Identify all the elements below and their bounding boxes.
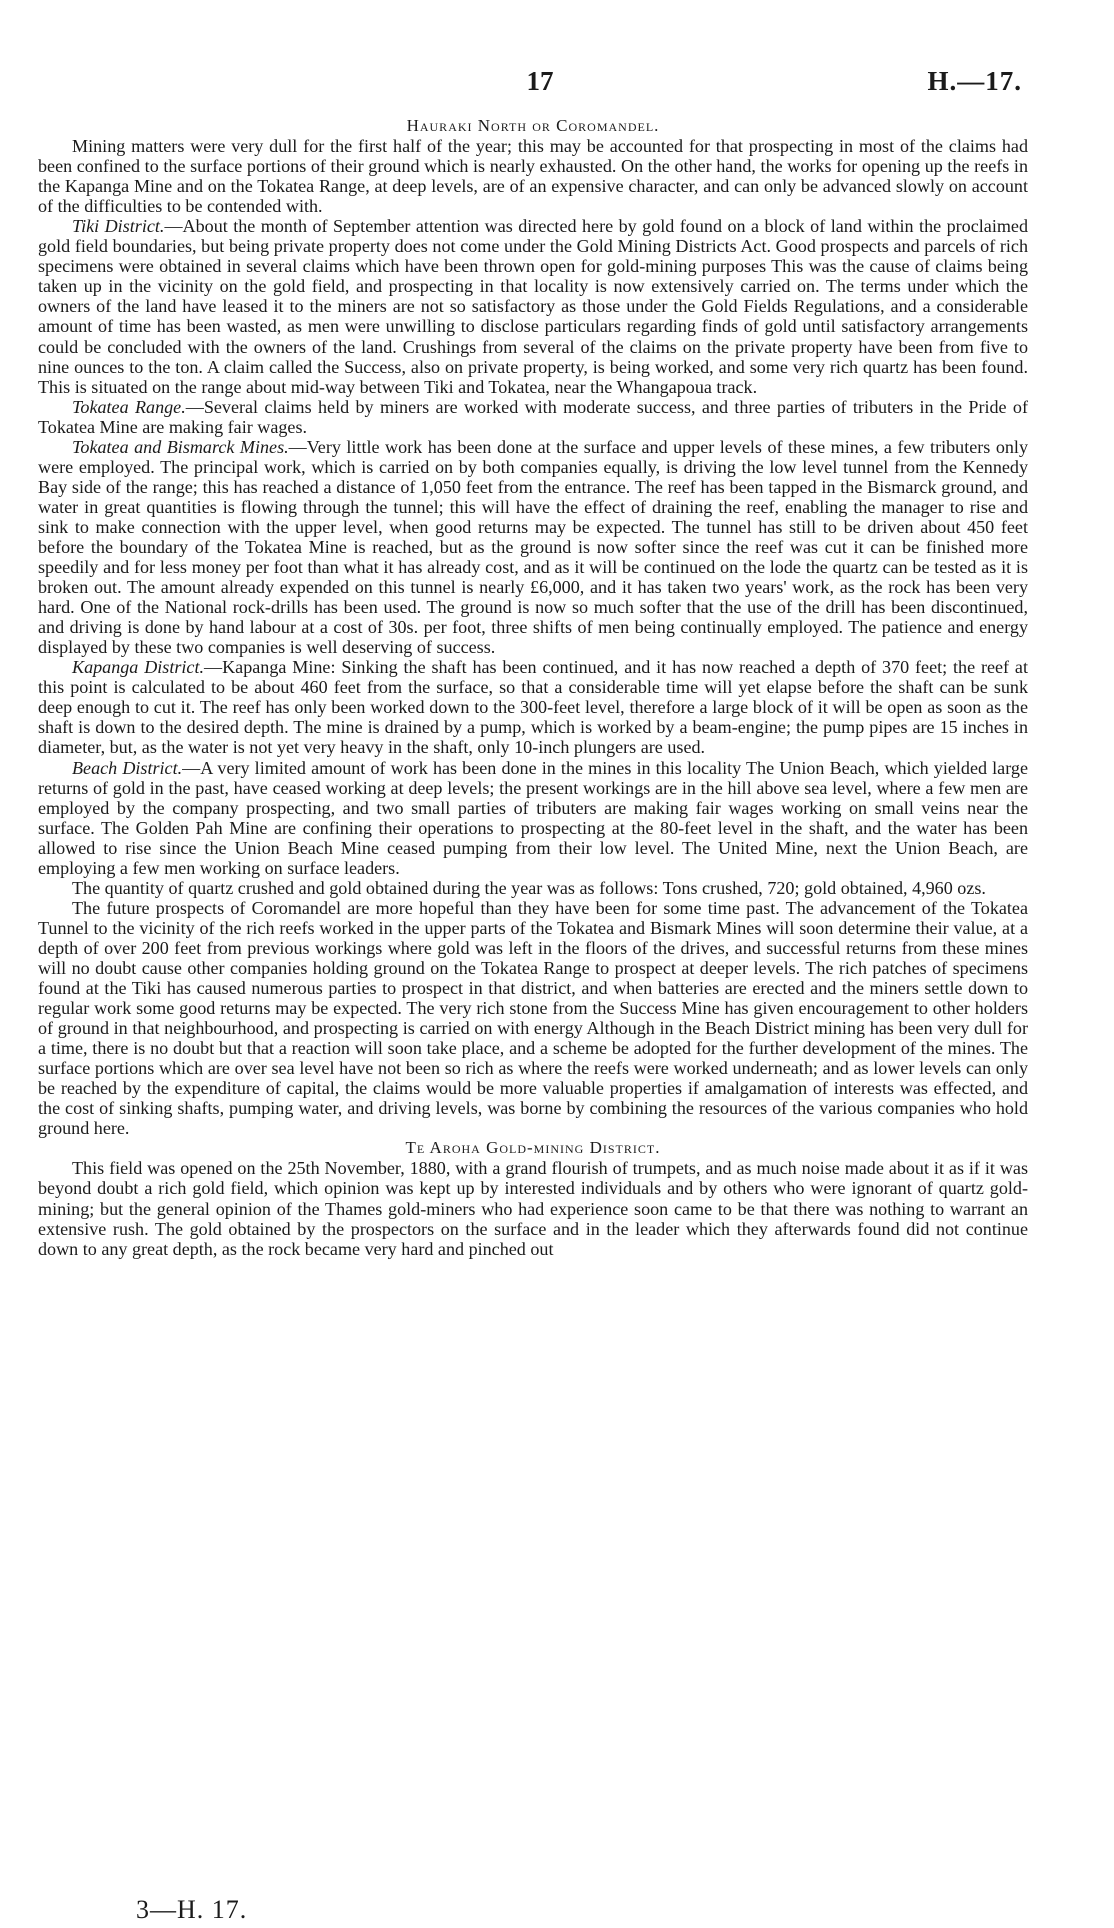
paragraph xyxy=(38,657,1028,757)
paragraph xyxy=(38,878,1028,898)
paragraph xyxy=(38,216,1028,396)
paragraph xyxy=(38,758,1028,878)
paragraph xyxy=(38,898,1028,1139)
paragraph-text: The future prospects of Coromandel are more hopeful than they have been for some time past. The advancement of the Tokatea Tunnel to the vicinity of the rich reefs worked in the upper parts of the Tokatea and Bismark Mines will soon determine their value, at a depth of over 200 feet from previous workings where gold was left in the floors of the drives, and successful returns from these mines will no doubt cause other companies holding ground on the Tokatea Range to prospect at deeper levels. The rich patches of specimens found at the Tiki has caused numerous parties to prospect in that district, and when batteries are erected and the miners settle down to regular work some good returns may be expected. The very rich stone from the Success Mine has given encouragement to other holders of ground in that neighbourhood, and prospecting is carried on with energy Although in the Beach District mining has been very dull for a time, there is no doubt but that a reaction will soon take place, and a scheme be adopted for the further development of the mines. The surface portions which are over sea level have not been so rich as where the reefs were worked underneath; and as lower levels can only be reached by the expenditure of capital, the claims would be more valuable properties if amalgamation of interests was effected, and the cost of sinking shafts, pumping water, and driving levels, was borne by combining the resources of the various companies who hold ground here. xyxy=(38,897,1028,1139)
page-number: 17 xyxy=(526,66,554,96)
paragraph-text: —A very limited amount of work has been done in the mines in this locality The Union Beach, which yielded large returns of gold in the past, have ceased working at deep levels; the present workings are in the hill above sea level, where a few men are employed by the company prospecting, and two small parties of tributers are making fair wages working on small veins near the surface. The Golden Pah Mine are confining their operations to prospecting at the 80-feet level in the shaft, and the water has been allowed to rise since the Union Beach Mine ceased pumping from their low level. The United Mine, next the Union Beach, are employing a few men working on surface leaders. xyxy=(38,757,1028,878)
section-heading-coromandel: Hauraki North or Coromandel. xyxy=(406,116,660,135)
paragraph-subheading: Tokatea Range. xyxy=(72,396,186,417)
paragraph-text: Mining matters were very dull for the first half of the year; this may be accounted for that prospecting in most of the claims had been confined to the surface portions of their ground which is nearly exhausted. On the other hand, the works for opening up the reefs in the Kapanga Mine and on the Tokatea Range, at deep levels, are of an expensive character, and can only be advanced slowly on account of the difficulties to be contended with. xyxy=(38,136,1028,217)
paragraph xyxy=(38,437,1028,658)
paragraph-text: The quantity of quartz crushed and gold obtained during the year was as follows: Tons crushed, 720; gold obtained, 4,960 ozs. xyxy=(72,877,986,898)
paragraph xyxy=(38,136,1028,216)
paragraph xyxy=(38,1158,1028,1258)
signature-mark: 3—H. 17. xyxy=(136,1895,248,1924)
paragraph-subheading: Beach District. xyxy=(72,757,183,778)
paragraph-text: —Very little work has been done at the surface and upper levels of these mines, a few tributers only were employed. The principal work, which is carried on by both companies equally, is driving the low level tunnel from the Kennedy Bay side of the range; this has reached a distance of 1,050 feet from the entrance. The reef has been tapped in the Bismarck ground, and water in great quantities is flowing through the tunnel; this will have the effect of draining the reef, enabling the manager to rise and sink to make connection with the upper level, when good returns may be expected. The tunnel has still to be driven about 450 feet before the boundary of the Tokatea Mine is reached, but as the ground is now softer since the reef was cut it can be finished more speedily and for less money per foot than what it has already cost, and as it will be continued on the lode the quartz can be tested as it is broken out. The amount already expended on this tunnel is nearly £6,000, and it has taken two years' work, as the rock has been very hard. One of the National rock-drills has been used. The ground is now so much softer that the use of the drill has been discontinued, and driving is done by hand labour at a cost of 30s. per foot, three shifts of men being continually employed. The patience and energy displayed by these two companies is well deserving of success. xyxy=(38,436,1028,658)
paragraph-subheading: Tokatea and Bismarck Mines. xyxy=(72,436,289,457)
paragraph-text: This field was opened on the 25th November, 1880, with a grand flourish of trumpets, and as much noise made about it as if it was beyond doubt a rich gold field, which opinion was kept up by interested individuals and by others who were ignorant of quartz gold-mining; but the general opinion of the Thames gold-miners who had experience soon came to be that there was nothing to warrant an extensive rush. The gold obtained by the prospectors on the surface and in the leader which they afterwards found did not continue down to any great depth, as the rock became very hard and pinched out xyxy=(38,1158,1028,1259)
paper-reference: H.—17. xyxy=(927,66,1022,96)
paragraph-subheading: Tiki District. xyxy=(72,216,165,237)
paragraph-text: —About the month of September attention was directed here by gold found on a block of land within the proclaimed gold field boundaries, but being private property does not come under the Gold Mining Districts Act. Good prospects and parcels of rich specimens were obtained in several claims which have been thrown open for gold-mining purposes This was the cause of claims being taken up in the vicinity on the gold field, and prospecting in that locality is now extensively carried on. The terms under which the owners of the land have leased it to the miners are not so satisfactory as those under the Gold Fields Regulations, and a considerable amount of time has been wasted, as men were unwilling to disclose particulars regarding finds of gold until satisfactory arrangements could be concluded with the owners of the land. Crushings from several of the claims on the private property have been from five to nine ounces to the ton. A claim called the Success, also on private property, is being worked, and some very rich quartz has been found. This is situated on the range about mid-way between Tiki and Tokatea, near the Whangapoua track. xyxy=(38,216,1028,397)
paragraph xyxy=(38,397,1028,437)
body-text xyxy=(38,116,1028,1259)
paragraph-subheading: Kapanga District. xyxy=(72,657,205,678)
section-heading-te-aroha: Te Aroha Gold-mining District. xyxy=(405,1138,661,1158)
paragraph-text: —Kapanga Mine: Sinking the shaft has been continued, and it has now reached a depth of 370 feet; the reef at this point is calculated to be about 460 feet from the surface, so that a considerable time will yet elapse before the shaft can be sunk deep enough to cut it. The reef has only been worked down to the 300-feet level, therefore a large block of it will be open as soon as the shaft is down to the desired depth. The mine is drained by a pump, which is worked by a beam-engine; the pump pipes are 15 inches in diameter, but, as the water is not yet very heavy in the shaft, only 10-inch plungers are used. xyxy=(38,657,1028,758)
paragraph-text: —Several claims held by miners are worked with moderate success, and three parties of tributers in the Pride of Tokatea Mine are making fair wages. xyxy=(38,396,1028,437)
